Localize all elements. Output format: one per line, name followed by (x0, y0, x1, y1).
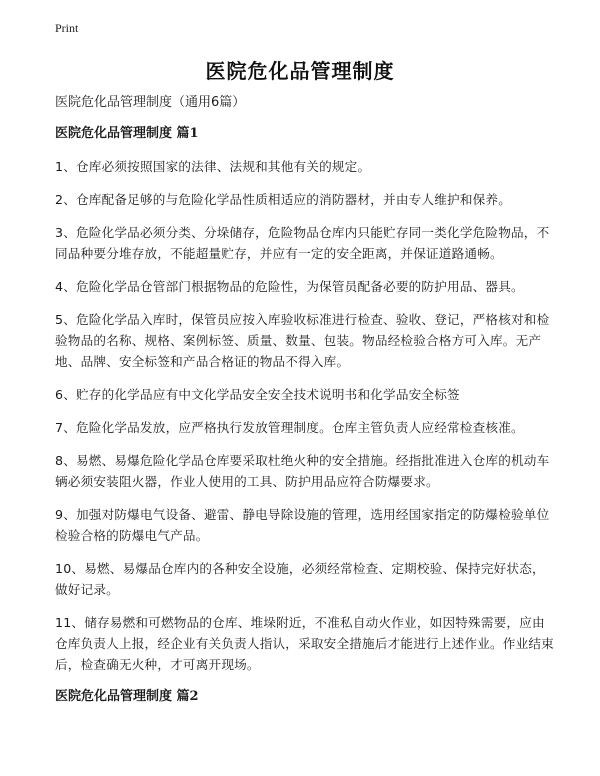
section-heading-1: 医院危化品管理制度 篇1 (55, 126, 199, 141)
paragraph-item: 8、易燃、易爆危险化学品仓库要采取杜绝火种的安全措施。经指批准进入仓库的机动车辆必须安装阻火器，作业人使用的工具、防护用品应符合防爆要求。 (55, 453, 550, 489)
paragraph-item: 1、仓库必须按照国家的法律、法规和其他有关的规定。 (55, 159, 371, 174)
paragraph-item: 7、危险化学品发放，应严格执行发放管理制度。仓库主管负责人应经常检查核准。 (55, 420, 524, 435)
section-heading-2: 医院危化品管理制度 篇2 (55, 689, 199, 704)
paragraph-item: 4、危险化学品仓管部门根据物品的危险性，为保管员配备必要的防护用品、器具。 (55, 279, 524, 294)
paragraph-item: 11、储存易燃和可燃物品的仓库、堆垛附近，不准私自动火作业，如因特殊需要，应由仓库负责人上报，经企业有关负责人指认，采取安全措施后才能进行上述作业。作业结束后，检查确无火种，才可离开现场。 (55, 615, 554, 672)
paragraph-item: 6、贮存的化学品应有中文化学品安全安全技术说明书和化学品安全标签 (55, 387, 460, 402)
paragraph-item: 3、危险化学品必须分类、分垛储存，危险物品仓库内只能贮存同一类化学危险物品，不同品种要分堆存放，不能超量贮存，并应有一定的安全距离，并保证道路通畅。 (55, 225, 550, 261)
page-title: 医院危化品管理制度 (205, 59, 395, 83)
document-subtitle: 医院危化品管理制度（通用6篇） (55, 95, 246, 110)
paragraph-item: 9、加强对防爆电气设备、避雷、静电导除设施的管理，选用经国家指定的防爆检验单位检验合格的防爆电气产品。 (55, 507, 550, 543)
document-body (55, 93, 555, 719)
paragraph-item: 10、易燃、易爆品仓库内的各种安全设施，必须经常检查、定期校验、保持完好状态，做好记录。 (55, 561, 545, 597)
print-label: Print (55, 21, 79, 35)
paragraph-item: 5、危险化学品入库时，保管员应按入库验收标准进行检查、验收、登记，严格核对和检验物品的名称、规格、案例标签、质量、数量、包装。物品经检验合格方可入库。无产地、品牌、安全标签和产品合格证的物品不得入库。 (55, 312, 550, 369)
paragraph-item: 2、仓库配备足够的与危险化学品性质相适应的消防器材，并由专人维护和保养。 (55, 192, 511, 207)
